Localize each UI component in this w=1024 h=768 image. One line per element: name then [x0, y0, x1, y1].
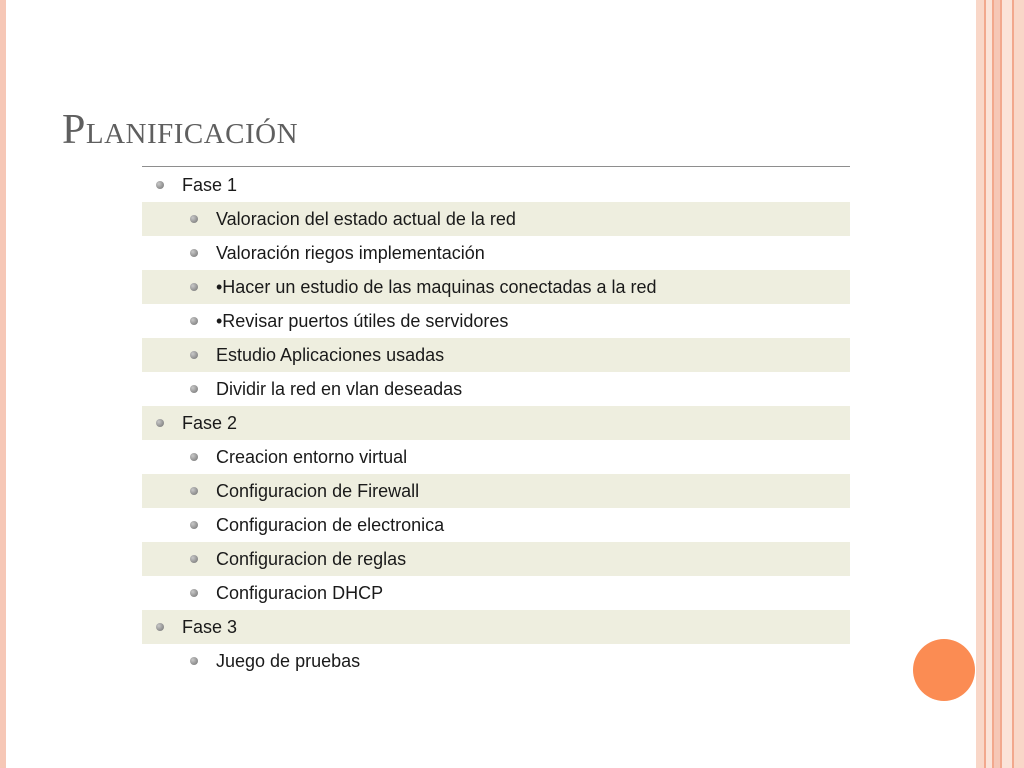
bullet-icon: [156, 623, 164, 631]
title-divider: [142, 166, 850, 167]
bullet-icon: [190, 657, 198, 665]
row-label: Configuracion de electronica: [216, 515, 445, 535]
task-item: [142, 270, 850, 304]
task-item: [142, 508, 850, 542]
row-label: Fase 2: [182, 413, 238, 433]
bullet-icon: [190, 555, 198, 563]
row-label: Valoracion del estado actual de la red: [216, 209, 516, 229]
task-item: [142, 304, 850, 338]
task-item: [142, 372, 850, 406]
task-item: [142, 202, 850, 236]
row-label: •Hacer un estudio de las maquinas conectadas a la red: [216, 277, 657, 297]
border-stripe: [976, 0, 984, 768]
bullet-icon: [190, 521, 198, 529]
row-label: •Revisar puertos útiles de servidores: [216, 311, 509, 331]
row-label: Estudio Aplicaciones usadas: [216, 345, 445, 365]
task-item: [142, 236, 850, 270]
phase-item: [142, 610, 850, 644]
bullet-icon: [190, 283, 198, 291]
bullet-icon: [156, 419, 164, 427]
bullet-icon: [190, 453, 198, 461]
row-label: Juego de pruebas: [216, 651, 361, 671]
row-label: Configuracion de reglas: [216, 549, 407, 569]
bullet-icon: [190, 589, 198, 597]
phase-item: [142, 406, 850, 440]
task-item: [142, 474, 850, 508]
row-label: Valoración riegos implementación: [216, 243, 485, 263]
bullet-icon: [190, 317, 198, 325]
bullet-icon: [156, 181, 164, 189]
task-item: [142, 542, 850, 576]
bullet-icon: [190, 351, 198, 359]
row-label: Fase 3: [182, 617, 238, 637]
task-item: [142, 440, 850, 474]
phase-item: [142, 168, 850, 202]
bullet-icon: [190, 487, 198, 495]
task-item: [142, 644, 850, 678]
bullet-icon: [190, 249, 198, 257]
row-label: Creacion entorno virtual: [216, 447, 408, 467]
bullet-icon: [190, 215, 198, 223]
border-stripe: [1002, 0, 1012, 768]
task-item: [142, 576, 850, 610]
page-title: Planificación: [62, 107, 299, 153]
border-stripe: [1014, 0, 1024, 768]
row-label: Configuracion DHCP: [216, 583, 384, 603]
row-label: Dividir la red en vlan deseadas: [216, 379, 463, 399]
slide-left-border: [0, 0, 6, 768]
orange-circle-decoration: [913, 639, 975, 701]
task-item: [142, 338, 850, 372]
row-label: Fase 1: [182, 175, 238, 195]
plan-list: [142, 168, 850, 678]
bullet-icon: [190, 385, 198, 393]
row-label: Configuracion de Firewall: [216, 481, 420, 501]
